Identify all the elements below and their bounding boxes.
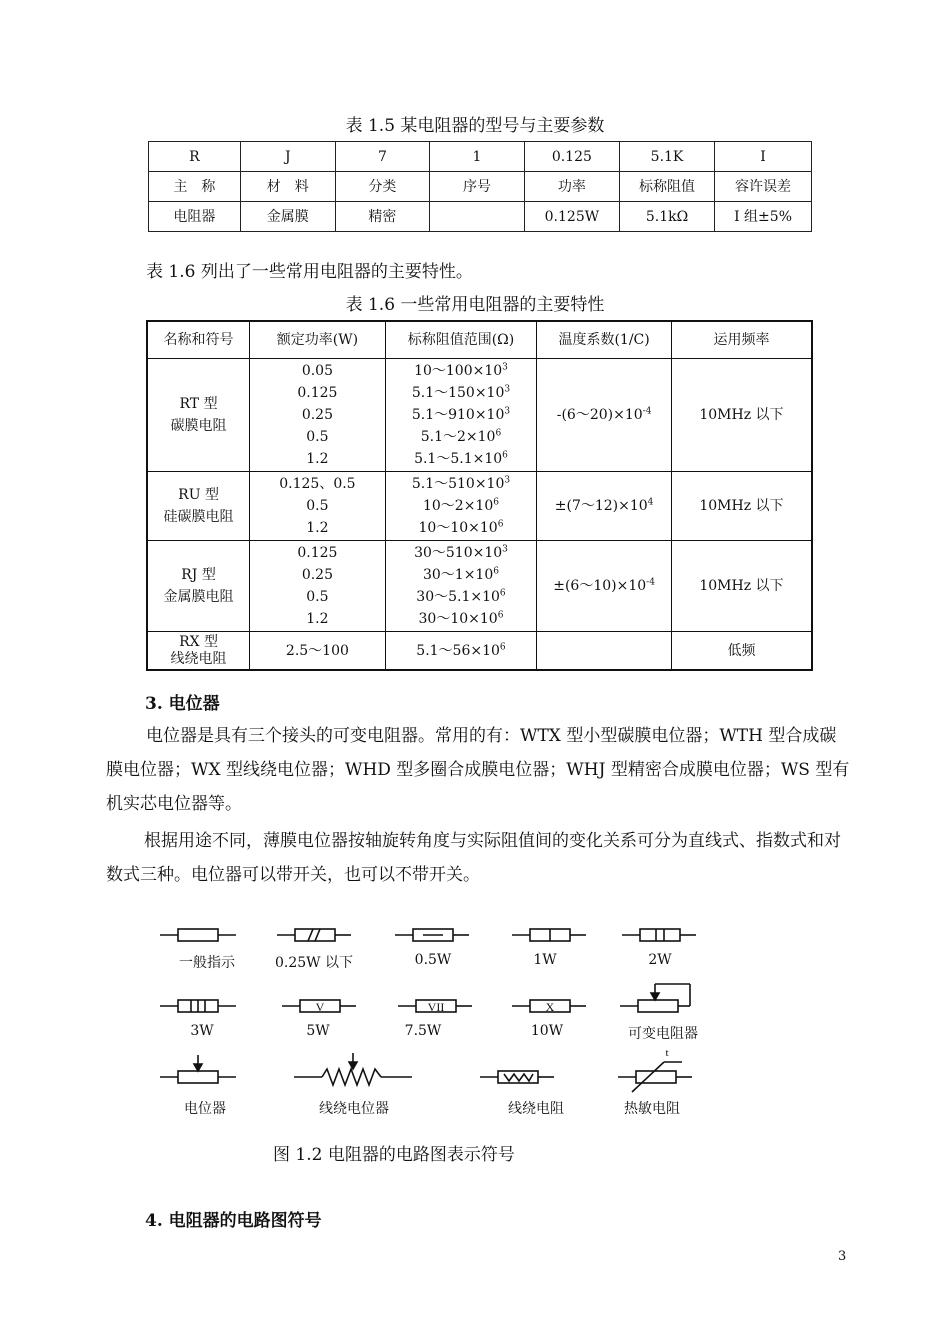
table-15-cell <box>430 202 525 232</box>
operating-frequency-cell: 10MHz 以下 <box>671 359 812 472</box>
resistance-range-value <box>386 495 537 517</box>
table-16-header-cell: 标称阻值范围(Ω) <box>385 321 537 359</box>
table-15-cell: 分类 <box>335 172 430 202</box>
table-15-cell: J <box>240 142 335 172</box>
resistor-name-cell <box>147 359 250 472</box>
range-exponent: 6 <box>493 497 499 508</box>
resistor-name-cell <box>147 472 250 541</box>
resistance-range-value <box>386 608 537 630</box>
resistor-symbols-figure <box>0 900 950 1130</box>
symbol-label-2w: 2W <box>648 952 672 968</box>
table-15-row <box>149 142 812 172</box>
table-16-intro: 表 1.6 列出了一些常用电阻器的主要特性。 <box>146 262 473 282</box>
table-15-row <box>149 172 812 202</box>
resistor-75w-symbol <box>398 1000 472 1014</box>
range-exponent: 6 <box>499 588 506 599</box>
resistance-range-value <box>386 640 537 662</box>
temp-coefficient-cell <box>537 472 672 541</box>
thermistor-symbol <box>618 1047 692 1092</box>
table-15-cell: 精密 <box>335 202 430 232</box>
symbol-label-10w: 10W <box>530 1023 564 1039</box>
table-15-cell: I <box>715 142 812 172</box>
resistance-range-value <box>386 586 537 608</box>
table-15-row <box>149 202 812 232</box>
temp-coefficient-value: -(6～20)×10 <box>556 407 643 423</box>
table-16-header-cell: 温度系数(1/C) <box>537 321 672 359</box>
table-16-header-cell: 名称和符号 <box>147 321 250 359</box>
range-mantissa: 5.1～510×10 <box>411 476 505 492</box>
rated-power-value: 0.25 <box>301 567 333 583</box>
rated-power-value: 1.2 <box>306 451 329 467</box>
table-15-cell: I 组±5% <box>715 202 812 232</box>
operating-frequency-cell: 10MHz 以下 <box>671 541 812 632</box>
svg-text:t: t <box>665 1047 669 1059</box>
range-mantissa: 10～10×10 <box>418 520 498 536</box>
range-mantissa: 5.1～56×10 <box>416 642 500 659</box>
resistor-05w-symbol <box>395 929 469 941</box>
table-15-cell: 容许误差 <box>715 172 812 202</box>
table-15 <box>148 141 812 232</box>
table-15-cell: 主 称 <box>149 172 241 202</box>
temp-coefficient-cell <box>537 632 672 671</box>
resistance-range-cell <box>385 472 537 541</box>
resistance-range-cell <box>385 541 537 632</box>
rated-power-value: 0.125、0.5 <box>279 476 356 492</box>
resistance-range-value <box>386 448 537 470</box>
resistor-name-line: RU 型 <box>178 487 219 503</box>
svg-text:VII: VII <box>427 1000 445 1014</box>
resistance-range-value <box>386 382 537 404</box>
page-number: 3 <box>838 1249 847 1264</box>
table-16-row <box>147 359 812 472</box>
potentiometer-symbol <box>160 1055 236 1083</box>
table-16 <box>146 320 813 671</box>
symbol-label-3w: 3W <box>190 1023 214 1039</box>
resistance-range-value <box>386 404 537 426</box>
rated-power-value: 1.2 <box>306 611 329 627</box>
table-15-cell: 功率 <box>524 172 619 202</box>
rated-power-value: 0.25 <box>301 407 333 423</box>
symbol-label-75w: 7.5W <box>404 1023 442 1039</box>
section-3-paragraph-2: 根据用途不同，薄膜电位器按轴旋转角度与实际阻值间的变化关系可分为直线式、指数式和对数式三种。电位器可以带开关，也可以不带开关。 <box>106 831 841 885</box>
table-15-cell: 序号 <box>430 172 525 202</box>
range-mantissa: 10～100×10 <box>414 363 503 379</box>
table-15-cell: 材 料 <box>240 172 335 202</box>
range-mantissa: 5.1～2×10 <box>420 429 496 445</box>
range-mantissa: 10～2×10 <box>422 498 494 514</box>
temp-coefficient-cell <box>537 541 672 632</box>
resistor-1w-symbol <box>512 929 586 941</box>
range-exponent: 6 <box>493 566 499 577</box>
symbol-label-variable: 可变电阻器 <box>628 1026 698 1042</box>
table-16-caption: 表 1.6 一些常用电阻器的主要特性 <box>345 295 605 315</box>
range-mantissa: 30～1×10 <box>422 567 494 583</box>
range-mantissa: 30～10×10 <box>418 611 498 627</box>
resistor-name-cell <box>147 541 250 632</box>
range-exponent: 6 <box>499 641 506 652</box>
resistance-range-value <box>386 360 537 382</box>
rated-power-cell <box>250 472 386 541</box>
symbol-label-1w: 1W <box>533 952 557 968</box>
operating-frequency-cell: 10MHz 以下 <box>671 472 812 541</box>
variable-resistor-symbol <box>620 984 690 1012</box>
rated-power-value: 0.5 <box>306 429 329 445</box>
table-16-header-cell: 运用频率 <box>671 321 812 359</box>
table-15-cell: 标称阻值 <box>620 172 715 202</box>
resistance-range-value <box>386 473 537 495</box>
rated-power-cell <box>250 359 386 472</box>
resistor-2w-symbol <box>622 929 696 941</box>
temp-coefficient-value: ±(6～10)×10 <box>553 578 647 594</box>
resistance-range-value <box>386 426 537 448</box>
resistance-range-value <box>386 542 537 564</box>
svg-text:X: X <box>545 1000 555 1014</box>
resistor-name-line: 线绕电阻 <box>170 650 227 667</box>
resistance-range-value <box>386 517 537 539</box>
table-15-caption: 表 1.5 某电阻器的型号与主要参数 <box>345 116 605 136</box>
operating-frequency-cell: 低频 <box>671 632 812 671</box>
resistor-name-line: RX 型 <box>179 633 219 650</box>
resistance-range-cell <box>385 359 537 472</box>
table-16-header-cell: 额定功率(W) <box>250 321 386 359</box>
range-exponent: 6 <box>502 450 508 461</box>
rated-power-cell <box>250 632 386 671</box>
temp-coefficient-cell <box>537 359 672 472</box>
range-exponent: 6 <box>495 428 502 439</box>
range-exponent: 3 <box>502 362 508 373</box>
range-exponent: 6 <box>497 519 504 530</box>
range-mantissa: 5.1～150×10 <box>411 385 505 401</box>
rated-power-value: 0.5 <box>306 498 329 514</box>
range-mantissa: 5.1～5.1×10 <box>414 451 503 467</box>
table-15-cell: 1 <box>430 142 525 172</box>
range-exponent: 3 <box>502 544 508 555</box>
rated-power-value: 0.05 <box>301 363 333 379</box>
range-exponent: 3 <box>504 406 511 417</box>
table-16-row <box>147 541 812 632</box>
symbol-label-5w: 5W <box>306 1023 330 1039</box>
rated-power-value: 0.125 <box>297 385 338 401</box>
table-15-cell: 5.1kΩ <box>620 202 715 232</box>
section-4-heading: 4. 电阻器的电路图符号 <box>145 1211 322 1231</box>
resistor-name-line: 硅碳膜电阻 <box>163 509 234 525</box>
rated-power-value: 0.125 <box>297 545 338 561</box>
svg-text:V: V <box>315 1000 325 1014</box>
symbol-label-025w: 0.25W 以下 <box>274 955 353 971</box>
temp-coefficient-exponent: -4 <box>642 406 652 417</box>
table-15-cell: 7 <box>335 142 430 172</box>
table-16-row <box>147 472 812 541</box>
wirewound-potentiometer-symbol <box>294 1053 412 1085</box>
section-3-heading: 3. 电位器 <box>145 694 220 714</box>
table-15-cell: 电阻器 <box>149 202 241 232</box>
rated-power-value: 1.2 <box>306 520 329 536</box>
rated-power-value: 2.5～100 <box>285 642 349 659</box>
resistor-3w-symbol <box>160 1000 236 1012</box>
resistor-name-line: RJ 型 <box>181 567 216 583</box>
table-16-header-row <box>147 321 812 359</box>
rated-power-cell <box>250 541 386 632</box>
resistor-name-line: RT 型 <box>179 396 218 412</box>
resistor-10w-symbol <box>512 1000 586 1014</box>
resistor-name-cell <box>147 632 250 671</box>
range-mantissa: 5.1～910×10 <box>411 407 505 423</box>
symbol-label-wirewound: 线绕电阻 <box>508 1101 564 1117</box>
table-16-row <box>147 632 812 671</box>
range-mantissa: 30～5.1×10 <box>416 589 500 605</box>
resistor-025w-symbol <box>277 929 351 941</box>
table-15-cell: 0.125 <box>524 142 619 172</box>
resistance-range-value <box>386 564 537 586</box>
section-3-paragraph-1: 电位器是具有三个接头的可变电阻器。常用的有：WTX 型小型碳膜电位器；WTH 型合成碳膜电位器；WX 型线绕电位器；WHD 型多圈合成膜电位器；WHJ 型精密合成膜电位器；WS 型有机实芯电位器等。 <box>106 726 850 814</box>
resistor-5w-symbol <box>282 1000 356 1014</box>
range-exponent: 3 <box>504 384 511 395</box>
temp-coefficient-value: ±(7～12)×10 <box>554 498 648 514</box>
temp-coefficient-exponent: -4 <box>646 577 655 588</box>
symbol-label-general: 一般指示 <box>179 955 235 971</box>
resistance-range-cell <box>385 632 537 671</box>
table-15-cell: 金属膜 <box>240 202 335 232</box>
symbol-label-potentiometer: 电位器 <box>184 1101 226 1117</box>
wirewound-resistor-symbol <box>480 1071 554 1083</box>
range-exponent: 6 <box>497 610 504 621</box>
symbol-label-thermistor: 热敏电阻 <box>624 1101 680 1117</box>
symbol-label-05w: 0.5W <box>414 952 452 968</box>
table-15-cell: 5.1K <box>620 142 715 172</box>
range-exponent: 3 <box>504 475 511 486</box>
general-resistor-symbol <box>160 929 236 941</box>
table-15-cell: 0.125W <box>524 202 619 232</box>
resistor-name-line: 金属膜电阻 <box>163 589 234 605</box>
resistor-name-line: 碳膜电阻 <box>170 418 227 434</box>
temp-coefficient-exponent: 4 <box>647 497 654 508</box>
table-15-cell: R <box>149 142 241 172</box>
rated-power-value: 0.5 <box>306 589 329 605</box>
range-mantissa: 30～510×10 <box>414 545 503 561</box>
figure-caption: 图 1.2 电阻器的电路图表示符号 <box>273 1145 515 1165</box>
symbol-label-wirewound-pot: 线绕电位器 <box>319 1101 389 1117</box>
